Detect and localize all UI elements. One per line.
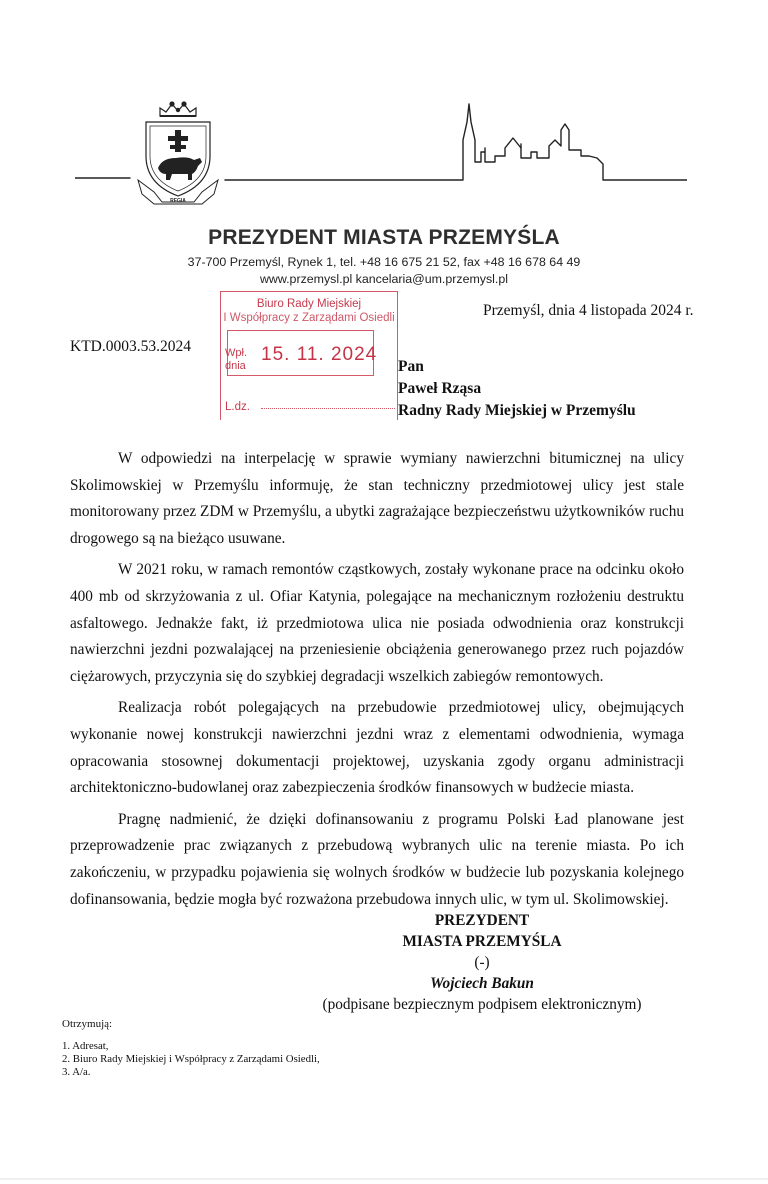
addressee-name: Paweł Rząsa [398,380,482,397]
signature-block [300,910,664,1015]
signature-name: Wojciech Bakun [430,975,534,992]
body-paragraph: W odpowiedzi na interpelację w sprawie wymiany nawierzchni bitumicznej na ulicy Skolimowskiej w Przemyślu informuję, że stan techniczny przedmiotowej ulicy jest stale monitorowany przez ZDM w Przemyślu, a ubytki zagrażające bezpieczeństwu użytkowników ruchu drogowego są na bieżąco usuwane. [70,450,684,547]
stamp-office-line2: I Współpracy z Zarządami Osiedli [223,312,395,324]
stamp-received-label: Wpł. dnia [225,347,247,372]
signature-note: (podpisane bezpiecznym podpisem elektronicznym) [322,996,642,1013]
signature-mark: (-) [474,954,490,971]
recipient-item: 2. Biuro Rady Miejskiej i Współpracy z Zarządami Osiedli, [62,1053,320,1065]
coat-of-arms-bear-icon [132,98,224,210]
office-address: 37-700 Przemyśl, Rynek 1, tel. +48 16 675 21 52, fax +48 16 678 64 49 [187,255,581,269]
stamp-ldz-line [261,408,395,409]
body-paragraph: Realizacja robót polegających na przebudowie przedmiotowej ulicy, obejmujących wykonanie nowej konstrukcji nawierzchni jezdni wraz z elementami odwodnienia, wymaga opracowania stosownej dokumentacji projektowej, uzyskania zgody organu administracji architektoniczno-budowlanej oraz zabezpieczenia środków finansowych w budżecie miasta. [70,699,684,797]
addressee-salutation: Pan [398,358,424,375]
scan-edge [0,1178,768,1180]
office-web-contact: www.przemysl.pl kancelaria@um.przemysl.pl [259,272,509,286]
letter-body [70,446,684,918]
body-paragraph: Pragnę nadmienić, że dzięki dofinansowaniu z programu Polski Ład planowane jest przeprowadzenie prac związanych z przebudową wybranych ulic na terenie miasta. Po ich zakończeniu, w przypadku pojawienia się wolnych środków w budżecie lub pozyskania kolejnego dofinansowania, będzie mogła być rozważona przebudowa innych ulic, w tym ul. Skolimowskiej. [70,810,684,908]
place-date: Przemyśl, dnia 4 listopada 2024 r. [483,302,694,319]
recipients-label: Otrzymują: [62,1018,113,1030]
registry-stamp [220,291,398,420]
addressee-role: Radny Rady Miejskiej w Przemyślu [398,402,636,419]
office-title: PREZYDENT MIASTA PRZEMYŚLA [208,226,560,249]
svg-text:REGIA: REGIA [170,198,186,204]
recipients-list [62,1040,320,1079]
signature-title-line1: PREZYDENT [434,912,530,929]
reference-number: KTD.0003.53.2024 [70,338,191,355]
addressee-block [398,356,636,422]
recipient-item: 1. Adresat, [62,1040,109,1052]
signature-title-line2: MIASTA PRZEMYŚLA [402,933,562,950]
stamp-received-date: 15. 11. 2024 [261,344,378,365]
stamp-office-line1: Biuro Rady Miejskiej [256,298,362,310]
recipient-item: 3. A/a. [62,1066,91,1078]
body-paragraph: W 2021 roku, w ramach remontów cząstkowych, zostały wykonane prace na odcinku około 400 mb od skrzyżowania z ul. Ofiar Katynia, polegające na mechanicznym rozłożeniu destruktu asfaltowego. Jednakże fakt, iż przedmiotowa ulica nie posiada odwodnienia oraz konstrukcji nawierzchni jezdni pozwalającej na przeniesienie obciążenia generowanego przez ruch pojazdów ciężarowych, przyczynia się do szybkiej degradacji wszelkich zabiegów remontowych. [70,561,684,685]
stamp-ldz-label: L.dz. [225,401,250,413]
